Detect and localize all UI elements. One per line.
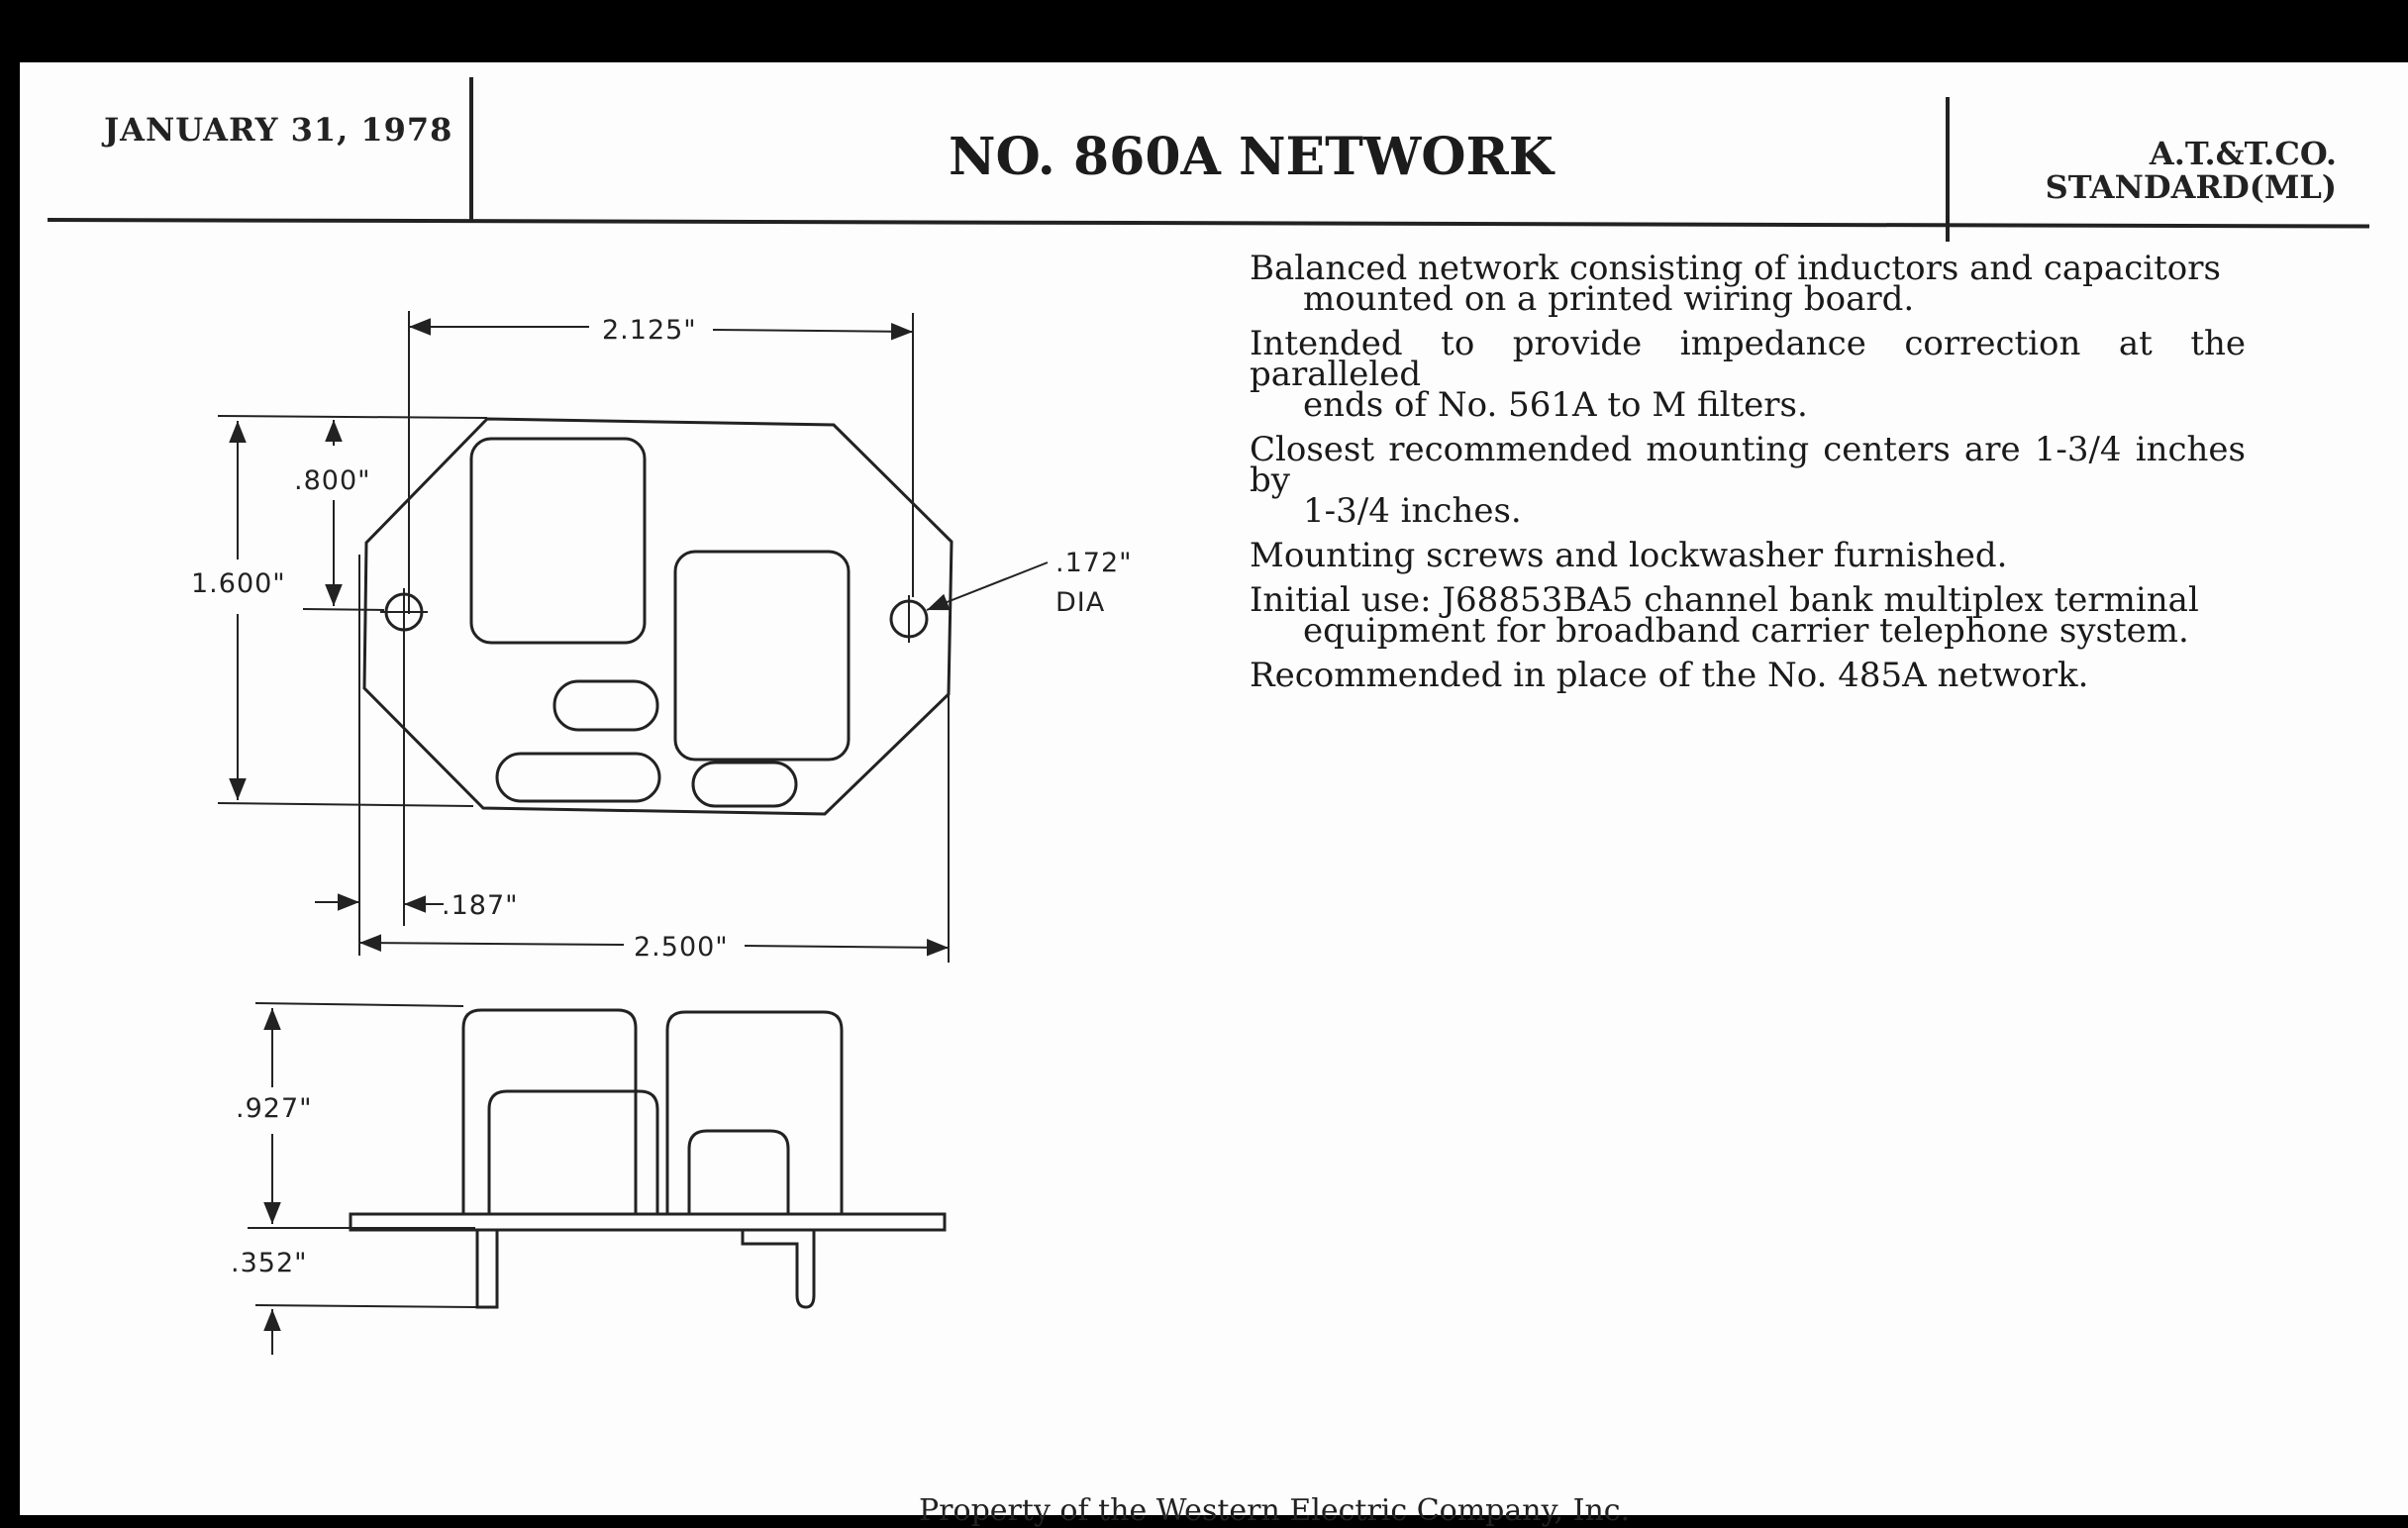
component-medium: [675, 552, 849, 760]
mounting-hole-left: [380, 588, 428, 636]
side-view: [351, 1010, 945, 1307]
component-short-oval: [693, 763, 796, 806]
issue-date: JANUARY 31, 1978: [104, 111, 453, 149]
footer-property-notice: Property of the Western Electric Company, Inc.: [919, 1493, 1631, 1528]
dim-edge-offset: .187": [442, 890, 519, 921]
dim-hole-diameter-unit: DIA: [1055, 587, 1106, 618]
description-paragraph: Mounting screws and lockwasher furnished.: [1250, 536, 2008, 575]
dim-width: 2.500": [634, 932, 729, 963]
standard-label-line2: STANDARD(ML): [2045, 168, 2337, 206]
component-long-oval: [497, 754, 659, 801]
description-paragraph: Balanced network consisting of inductors and capacitors mounted on a printed wiring board.: [1250, 249, 2221, 319]
component-small-oval: [554, 681, 657, 730]
component-large: [471, 439, 645, 643]
dim-half-height: .800": [294, 465, 371, 496]
standard-label-line1: A.T.&T.CO.: [2149, 135, 2337, 172]
page-title: NO. 860A NETWORK: [949, 127, 1554, 187]
dim-lead-length: .352": [231, 1248, 308, 1278]
dim-hole-diameter: .172": [1055, 548, 1133, 578]
dim-component-height: .927": [236, 1093, 313, 1124]
description-paragraph: Initial use: J68853BA5 channel bank multiplex terminal equipment for broadband carrier telephone system.: [1250, 580, 2199, 651]
dim-hole-spacing: 2.125": [602, 315, 697, 346]
mounting-hole-right: [891, 595, 927, 643]
board-outline: [364, 419, 952, 814]
description-paragraph: Recommended in place of the No. 485A network.: [1250, 656, 2089, 695]
description-paragraph: Closest recommended mounting centers are 1-3/4 inches by 1-3/4 inches.: [1250, 430, 2246, 531]
description-paragraph: Intended to provide impedance correction at the paralleled ends of No. 561A to M filters.: [1250, 324, 2246, 425]
dim-height: 1.600": [191, 568, 286, 599]
